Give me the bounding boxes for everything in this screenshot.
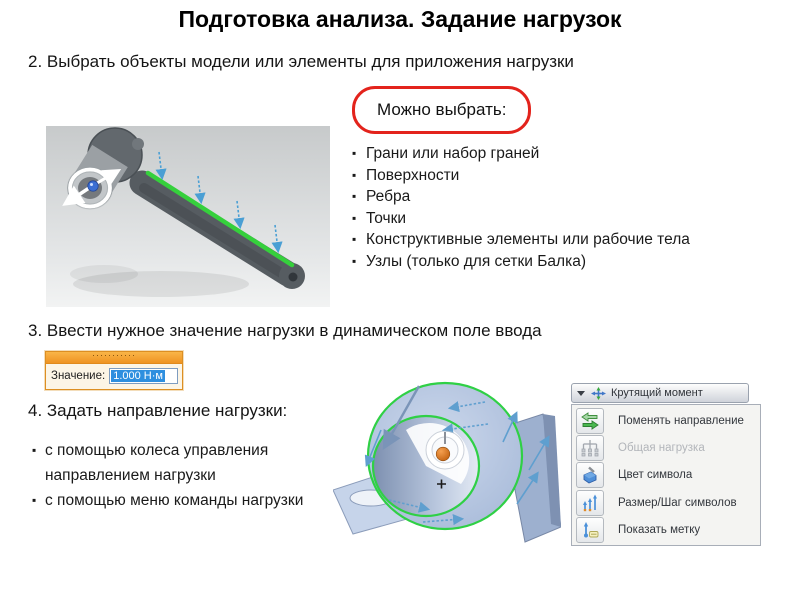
widget-body: [46, 364, 182, 389]
torque-menu-body: [571, 404, 761, 546]
symbol-size-icon[interactable]: [576, 490, 604, 516]
list-item: ▪ Точки: [352, 208, 792, 230]
value-label: Значение:: [51, 370, 106, 382]
direction-methods-list: [32, 438, 328, 513]
wrench-model-image: [46, 126, 330, 307]
swap-arrows-icon[interactable]: [576, 408, 604, 434]
value-selected-text: 1.000 Н·м: [113, 370, 163, 382]
torque-icon: [591, 387, 606, 400]
distributed-load-icon: [576, 435, 604, 461]
menu-item-label: Общая нагрузка: [618, 442, 705, 455]
widget-grip-bar[interactable]: [46, 352, 182, 364]
page-title: Подготовка анализа. Задание нагрузок: [178, 6, 622, 32]
can-select-callout: [352, 86, 531, 134]
menu-item-label: Показать метку: [618, 524, 701, 537]
menu-item-total-load: [572, 434, 760, 461]
menu-item-flip-direction[interactable]: [572, 407, 760, 434]
paint-bucket-icon[interactable]: [576, 462, 604, 488]
torque-command-menu: [571, 383, 763, 546]
menu-item-symbol-size[interactable]: [572, 489, 760, 516]
menu-item-symbol-color[interactable]: [572, 462, 760, 489]
grip-dots: ···········: [92, 352, 136, 360]
list-item: ▪ с помощью колеса управления направлением нагрузки: [32, 438, 328, 488]
list-item: ▪ Конструктивные элементы или рабочие тела: [352, 229, 792, 251]
step-2-text: 2. Выбрать объекты модели или элементы для приложения нагрузки: [28, 52, 574, 71]
value-input[interactable]: [109, 368, 178, 384]
menu-item-label: Цвет символа: [618, 469, 693, 482]
can-select-callout-label: Можно выбрать:: [377, 100, 507, 119]
manipulator-ball: [88, 181, 98, 191]
torque-model-image: [333, 372, 561, 546]
list-item: ▪ Ребра: [352, 186, 792, 208]
show-label-icon[interactable]: [576, 517, 604, 543]
value-input-widget: [45, 351, 183, 390]
manipulator-ball: [436, 447, 450, 461]
list-item: ▪ с помощью меню команды нагрузки: [32, 488, 328, 513]
list-item: ▪ Грани или набор граней: [352, 143, 792, 165]
torque-menu-header[interactable]: [571, 383, 749, 403]
menu-item-show-label[interactable]: [572, 517, 760, 544]
step-4-text: 4. Задать направление нагрузки:: [28, 401, 288, 420]
selectable-objects-list: [352, 143, 792, 272]
torque-menu-title: Крутящий момент: [611, 387, 703, 399]
step-3-text: 3. Ввести нужное значение нагрузки в динамическом поле ввода: [28, 321, 542, 340]
menu-item-label: Размер/Шаг символов: [618, 496, 737, 509]
dropdown-arrow-icon: [577, 391, 585, 396]
list-item: ▪ Узлы (только для сетки Балка): [352, 251, 792, 273]
menu-item-label: Поменять направление: [618, 414, 744, 427]
list-item: ▪ Поверхности: [352, 165, 792, 187]
